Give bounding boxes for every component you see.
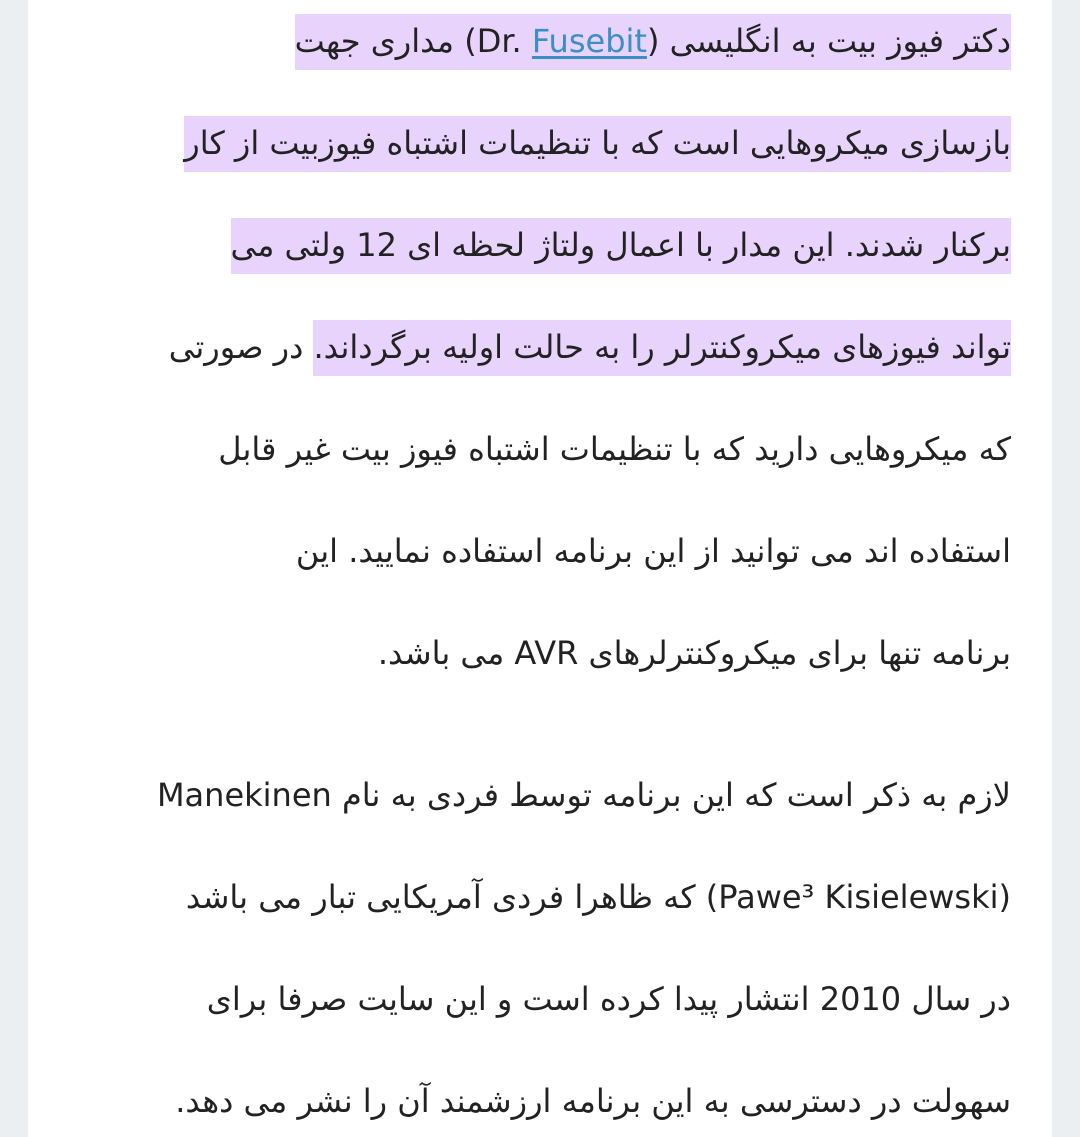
highlighted-text: دکتر فیوز بیت به انگلیسی (Dr. Fusebit) مداری جهت xyxy=(295,14,1011,70)
highlighted-text: تواند فیوزهای میکروکنترلر را به حالت اولیه برگرداند. xyxy=(313,320,1011,376)
text-line: سهولت در دسترسی به این برنامه ارزشمند آن را نشر می دهد. xyxy=(175,1082,1011,1120)
text-line: (Pawe³ Kisielewski) که ظاهرا فردی آمریکایی تبار می باشد xyxy=(185,878,1011,916)
content-page xyxy=(28,0,1052,1137)
paragraph-author xyxy=(76,744,1011,1137)
plain-text: در صورتی xyxy=(168,328,314,366)
text-line xyxy=(76,92,1011,194)
text-line xyxy=(76,194,1011,296)
text-line: استفاده اند می توانید از این برنامه استفاده نمایید. این xyxy=(295,532,1011,570)
text-line xyxy=(76,296,1011,398)
text-line xyxy=(76,0,1011,92)
text-line: در سال 2010 انتشار پیدا کرده است و این سایت صرفا برای xyxy=(206,980,1011,1018)
fusebit-link[interactable]: Fusebit xyxy=(531,22,647,60)
text-line: که میکروهایی دارید که با تنظیمات اشتباه فیوز بیت غیر قابل xyxy=(218,430,1011,468)
text-line: لازم به ذکر است که این برنامه توسط فردی به نام Manekinen xyxy=(156,776,1011,814)
highlighted-text: بازسازی میکروهایی است که با تنظیمات اشتباه فیوزبیت از کار xyxy=(184,116,1011,172)
paragraph-intro xyxy=(76,0,1011,704)
highlighted-text: برکنار شدند. این مدار با اعمال ولتاژ لحظه ای 12 ولتی می xyxy=(231,218,1011,274)
paragraph-gap xyxy=(76,704,1011,744)
text-line: برنامه تنها برای میکروکنترلرهای AVR می باشد. xyxy=(377,634,1011,672)
article-body xyxy=(76,0,1011,1137)
